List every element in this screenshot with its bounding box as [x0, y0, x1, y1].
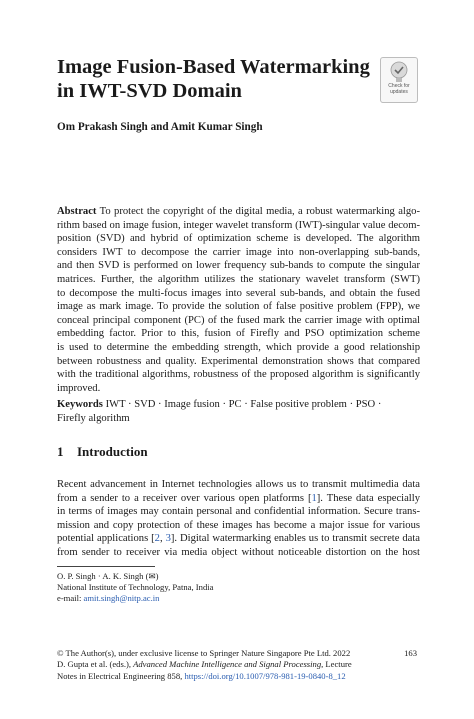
- copyright-text-2a: D. Gupta et al. (eds.),: [57, 659, 134, 670]
- paper-title-line-2: in IWT-SVD Domain: [57, 80, 242, 102]
- section-heading: [57, 444, 148, 460]
- keywords-line-2: Firefly algorithm: [57, 412, 130, 424]
- abstract-line-6: matrices. Further, the algorithm utilizes the stationary wavelet transform (SWT): [57, 273, 420, 285]
- citation-link-2[interactable]: 2: [154, 533, 160, 545]
- section-title: Introduction: [77, 444, 148, 459]
- keywords-text-1: IWT · SVD · Image fusion · PC · False positive problem · PSO ·: [105, 399, 382, 410]
- badge-label-1: Check for: [388, 83, 410, 89]
- abstract-line-5: and then SVD is performed on lower frequency sub-bands to compute the singular: [57, 260, 420, 272]
- footnote-email-line: [57, 593, 420, 604]
- intro-line-5: [57, 532, 420, 546]
- intro-line-2: [57, 492, 420, 506]
- introduction-paragraph: [57, 478, 420, 560]
- abstract-line-11: is used to determine the embedding strength, which provide a good relationship: [57, 341, 420, 353]
- footnote-affiliation: National Institute of Technology, Patna, India: [57, 582, 214, 593]
- check-for-updates-icon: [389, 61, 409, 83]
- copyright-text-2b: , Lecture: [321, 659, 352, 670]
- abstract-text-1: To protect the copyright of the digital media, a robust watermarking algo-: [99, 206, 420, 217]
- intro-text-2a: from a sender to a receiver over various open platforms [: [57, 492, 312, 504]
- abstract-line-12: between robustness and quality. Experimental demonstration shows that compared: [57, 355, 420, 367]
- paper-title: [57, 55, 370, 103]
- keywords: [57, 398, 420, 425]
- copyright-line-3: [57, 671, 420, 682]
- abstract-line-2: rithm based on image fusion, integer wavelet transform (IWT)-singular value decom-: [57, 219, 420, 231]
- abstract-line-9: conceal principal component (PC) of the fused mark the carrier image with optimal: [57, 314, 420, 326]
- abstract-line-8: image as mark image. To provide the solution of false positive problem (FPP), we: [57, 301, 420, 313]
- intro-line-4: mission and copy protection of these images has become a major issue for various: [57, 519, 420, 531]
- intro-text-5a: potential applications [: [57, 533, 155, 545]
- badge-label-2: updates: [390, 89, 408, 95]
- copyright-text-3a: Notes in Electrical Engineering 858,: [57, 670, 185, 681]
- page-number: 163: [404, 648, 417, 658]
- copyright-line-1: © The Author(s), under exclusive license to Springer Nature Singapore Pte Ltd. 2022: [57, 648, 351, 658]
- intro-text-2b: ]. These data especially: [316, 492, 420, 504]
- abstract-line-14: improved.: [57, 382, 101, 394]
- paper-title-line-1: Image Fusion-Based Watermarking: [57, 56, 370, 78]
- intro-ref-separator: ,: [159, 533, 166, 545]
- book-title: Advanced Machine Intelligence and Signal Processing: [133, 659, 322, 670]
- abstract: [57, 205, 420, 395]
- footnote-authors: O. P. Singh · A. K. Singh (✉): [57, 571, 159, 581]
- citation-link-1[interactable]: 1: [311, 492, 317, 504]
- copyright-line-2: [57, 659, 420, 670]
- citation-link-3[interactable]: 3: [165, 533, 171, 545]
- author-list: Om Prakash Singh and Amit Kumar Singh: [57, 121, 263, 133]
- check-for-updates-badge[interactable]: [380, 57, 418, 103]
- abstract-line-4: considers IWT to decompose the carrier image into non-overlapping sub-bands,: [57, 246, 420, 258]
- abstract-line-10: embedding factor. Prior to this, fusion of Firefly and PSO optimization scheme: [57, 328, 420, 340]
- abstract-line-13: with the traditional algorithms, robustness of the proposed algorithm is significantly: [57, 369, 420, 381]
- footnote-divider: [57, 566, 155, 567]
- keywords-line-1: [57, 398, 420, 412]
- abstract-line-7: to decompose the multi-focus images into several sub-bands, and obtain the fused: [57, 287, 420, 299]
- keywords-label: Keywords: [57, 399, 103, 410]
- abstract-line-1: [57, 205, 420, 219]
- section-number: 1: [57, 444, 64, 459]
- intro-line-3: in terms of images may contain personal and confidential information. Secure trans-: [57, 506, 420, 518]
- copyright-notice: [57, 648, 420, 682]
- abstract-line-3: position (SVD) and hybrid of optimization scheme is developed. The algorithm: [57, 233, 420, 245]
- email-label: e-mail:: [57, 593, 84, 604]
- intro-line-6: from sender to receiver via media object without noticeable distortion on the host: [57, 546, 420, 558]
- doi-link[interactable]: https://doi.org/10.1007/978-981-19-0840-8_12: [184, 670, 346, 681]
- author-footnote: [57, 571, 420, 605]
- email-link[interactable]: amit.singh@nitp.ac.in: [83, 593, 160, 604]
- abstract-label: Abstract: [57, 206, 97, 217]
- intro-text-5b: ]. Digital watermarking enables us to transmit secrete data: [170, 533, 420, 545]
- intro-line-1: Recent advancement in Internet technologies allows us to transmit multimedia data: [57, 479, 420, 490]
